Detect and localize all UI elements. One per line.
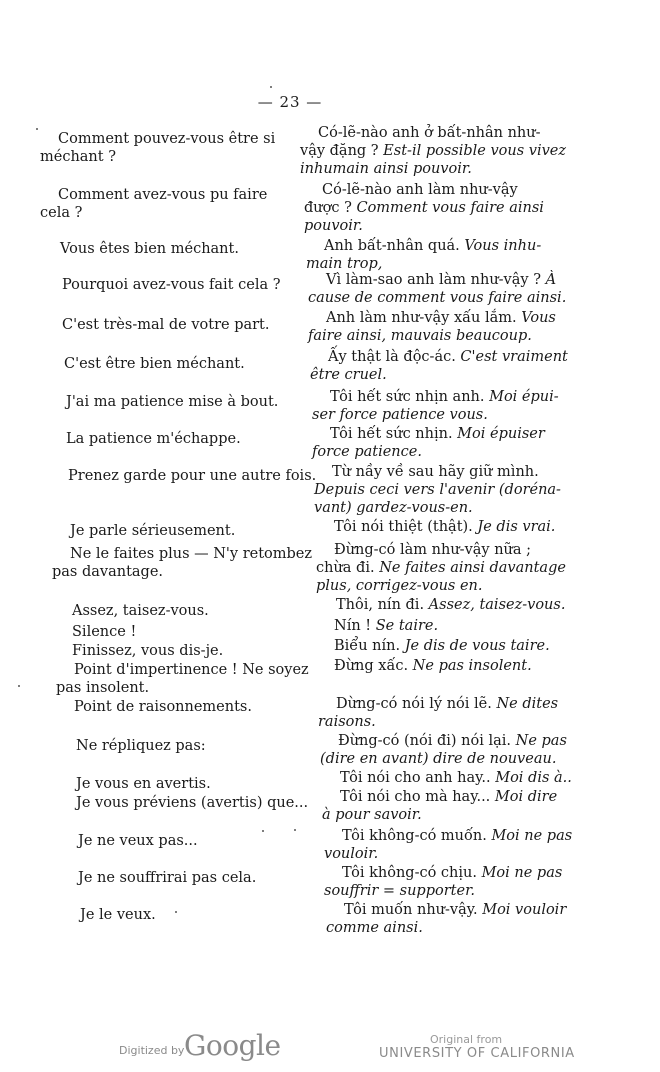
vietnamese-entry: Vì làm-sao anh làm như-vậy ? À cause de comment vous faire ainsi.: [308, 272, 567, 306]
french-line: Finissez, vous dis-je.: [72, 643, 224, 659]
university-label: UNIVERSITY OF CALIFORNIA: [379, 1046, 575, 1061]
page-number: — 23 —: [257, 93, 323, 111]
french-line: Ne le faites plus — N'y retombez pas davantage.: [52, 546, 313, 580]
scan-speck: [175, 911, 177, 913]
french-line: Je vous préviens (avertis) que...: [76, 795, 309, 811]
scan-speck: [294, 829, 296, 831]
french-line: Vous êtes bien méchant.: [60, 241, 239, 257]
vietnamese-entry: Có-lẽ-nào anh ở bất-nhân như- vậy đặng ? Est-il possible vous vivez inhumain ainsi pouvoir.: [300, 125, 567, 177]
french-line: Assez, taisez-vous.: [72, 603, 209, 619]
french-line: J'ai ma patience mise à bout.: [66, 394, 279, 410]
vietnamese-entry: Tôi hết sức nhịn. Moi épuiser force patience.: [312, 426, 545, 460]
vietnamese-entry: Đừng xấc. Ne pas insolent.: [334, 658, 532, 674]
french-line: Prenez garde pour une autre fois.: [68, 468, 317, 484]
vietnamese-entry: Tôi hết sức nhịn anh. Moi épui- ser force patience vous.: [312, 389, 559, 423]
digitized-by-label: Digitized by: [119, 1044, 185, 1057]
french-line: Comment avez-vous pu faire cela ?: [40, 187, 268, 221]
scan-speck: [36, 128, 38, 130]
french-line: La patience m'échappe.: [66, 431, 241, 447]
scan-speck: [270, 86, 272, 88]
vietnamese-entry: Dừng-có nói lý nói lẽ. Ne dites raisons.: [318, 696, 559, 730]
french-line: C'est très-mal de votre part.: [62, 317, 270, 333]
vietnamese-entry: Từ nầy về sau hãy giữ mình. Depuis ceci vers l'avenir (doréna- vant) gardez-vous-en.: [314, 464, 561, 516]
french-line: Je ne veux pas...: [78, 833, 198, 849]
vietnamese-entry: Tôi nói thiệt (thật). Je dis vrai.: [334, 519, 556, 535]
french-line: Point de raisonnements.: [74, 699, 252, 715]
vietnamese-entry: Tôi nói cho anh hay.. Moi dis à..: [340, 770, 572, 786]
vietnamese-entry: Biểu nín. Je dis de vous taire.: [334, 638, 550, 654]
french-line: Je ne souffrirai pas cela.: [78, 870, 257, 886]
google-logo: Google: [184, 1029, 281, 1062]
vietnamese-entry: Tôi muốn như-vậy. Moi vouloir comme ainsi.: [326, 902, 567, 936]
scan-speck: [18, 685, 20, 687]
french-line: Je parle sérieusement.: [70, 523, 236, 539]
vietnamese-entry: Nín ! Se taire.: [334, 618, 439, 634]
french-line: C'est être bien méchant.: [64, 356, 245, 372]
vietnamese-entry: Tôi không-có chịu. Moi ne pas souffrir = supporter.: [324, 865, 563, 899]
french-line: Silence !: [72, 624, 137, 640]
vietnamese-entry: Anh bất-nhân quá. Vous inhu- main trop,: [306, 238, 542, 272]
original-from-label: Original from: [430, 1033, 503, 1046]
vietnamese-entry: Tôi không-có muốn. Moi ne pas vouloir.: [324, 828, 573, 862]
scan-speck: [262, 830, 264, 832]
vietnamese-entry: Tôi nói cho mà hay... Moi dire à pour savoir.: [322, 789, 558, 823]
vietnamese-entry: Đừng-có (nói đi) nói lại. Ne pas (dire en avant) dire de nouveau.: [320, 733, 567, 767]
footer: [0, 1028, 660, 1068]
vietnamese-entry: Anh làm như-vậy xấu lắm. Vous faire ainsi, mauvais beaucoup.: [308, 310, 556, 344]
french-line: Je le veux.: [80, 907, 156, 923]
vietnamese-entry: Ấy thật là độc-ác. C'est vraiment être cruel.: [310, 349, 568, 383]
french-line: Point d'impertinence ! Ne soyez pas insolent.: [56, 662, 309, 696]
vietnamese-entry: Thôi, nín đi. Assez, taisez-vous.: [336, 597, 566, 613]
vietnamese-entry: Có-lẽ-nào anh làm như-vậy được ? Comment vous faire ainsi pouvoir.: [304, 182, 544, 234]
french-line: Je vous en avertis.: [76, 776, 211, 792]
french-line: Ne répliquez pas:: [76, 738, 206, 754]
french-line: Comment pouvez-vous être si méchant ?: [40, 131, 276, 165]
vietnamese-entry: Đừng-có làm như-vậy nữa ; chừa đi. Ne faites ainsi davantage plus, corrigez-vous en.: [316, 542, 566, 594]
french-line: Pourquoi avez-vous fait cela ?: [62, 277, 281, 293]
